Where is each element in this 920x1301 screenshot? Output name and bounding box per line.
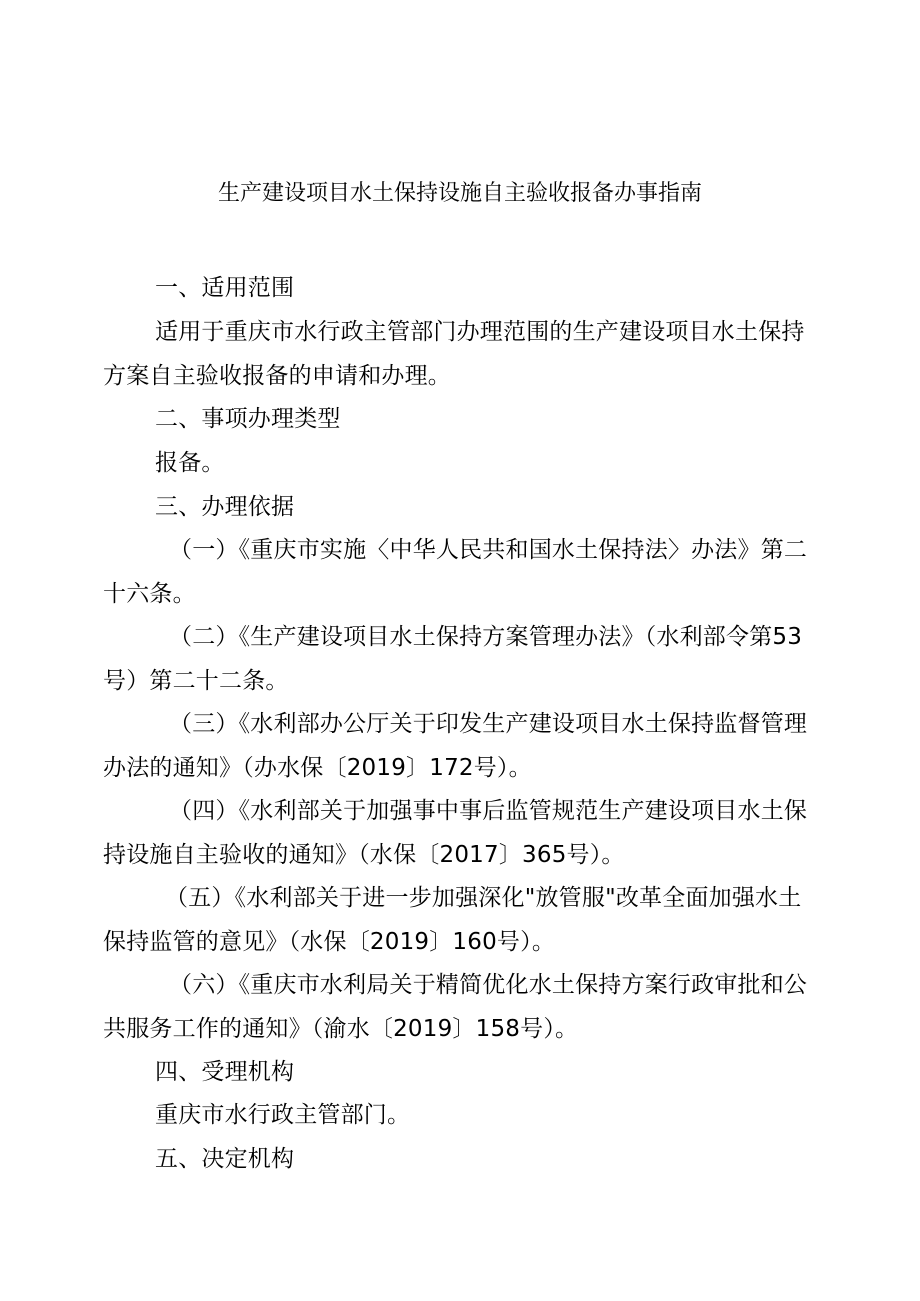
basis-item-5-line-1: （五）《水利部关于进一步加强深化"放管服"改革全面加强水土	[165, 885, 802, 911]
section-body-acceptance: 重庆市水行政主管部门。	[155, 1102, 411, 1128]
basis-item-2	[103, 615, 817, 703]
basis-item-1-line-1: （一）《重庆市实施〈中华人民共和国水土保持法〉办法》第二	[169, 537, 808, 563]
basis-item-2-line-1: （二）《生产建设项目水土保持方案管理办法》（水利部令第53	[169, 624, 803, 650]
scope-line-1: 适用于重庆市水行政主管部门办理范围的生产建设项目水土保持	[155, 319, 805, 345]
basis-item-5-line-2: 保持监管的意见》（水保〔2019〕160号）。	[103, 929, 556, 955]
basis-item-1-line-2: 十六条。	[103, 581, 196, 607]
section-heading-scope: 一、适用范围	[155, 275, 295, 301]
section-heading-decision: 五、决定机构	[155, 1146, 295, 1172]
document-title: 生产建设项目水土保持设施自主验收报备办事指南	[217, 181, 702, 206]
basis-item-2-line-2: 号）第二十二条。	[103, 668, 289, 694]
basis-item-6-line-2: 共服务工作的通知》（渝水〔2019〕158号）。	[103, 1016, 579, 1042]
basis-item-3-line-1: （三）《水利部办公厅关于印发生产建设项目水土保持监督管理	[169, 711, 808, 737]
section-heading-type: 二、事项办理类型	[155, 406, 341, 432]
basis-item-3-line-2: 办法的通知》（办水保〔2019〕172号）。	[103, 755, 532, 781]
basis-item-4-line-2: 持设施自主验收的通知》（水保〔2017〕365号）。	[103, 842, 625, 868]
section-body-scope	[103, 310, 817, 398]
basis-item-3	[103, 702, 817, 790]
scope-line-2: 方案自主验收报备的申请和办理。	[103, 363, 451, 389]
basis-item-1	[103, 528, 817, 616]
basis-item-4-line-1: （四）《水利部关于加强事中事后监管规范生产建设项目水土保	[169, 798, 808, 824]
section-heading-acceptance: 四、受理机构	[155, 1059, 295, 1085]
basis-item-4	[103, 789, 817, 877]
section-heading-basis: 三、办理依据	[155, 494, 295, 520]
basis-item-6	[103, 963, 817, 1051]
basis-item-5	[103, 876, 817, 964]
section-body-type: 报备。	[155, 450, 225, 476]
basis-item-6-line-1: （六）《重庆市水利局关于精简优化水土保持方案行政审批和公	[169, 972, 808, 998]
